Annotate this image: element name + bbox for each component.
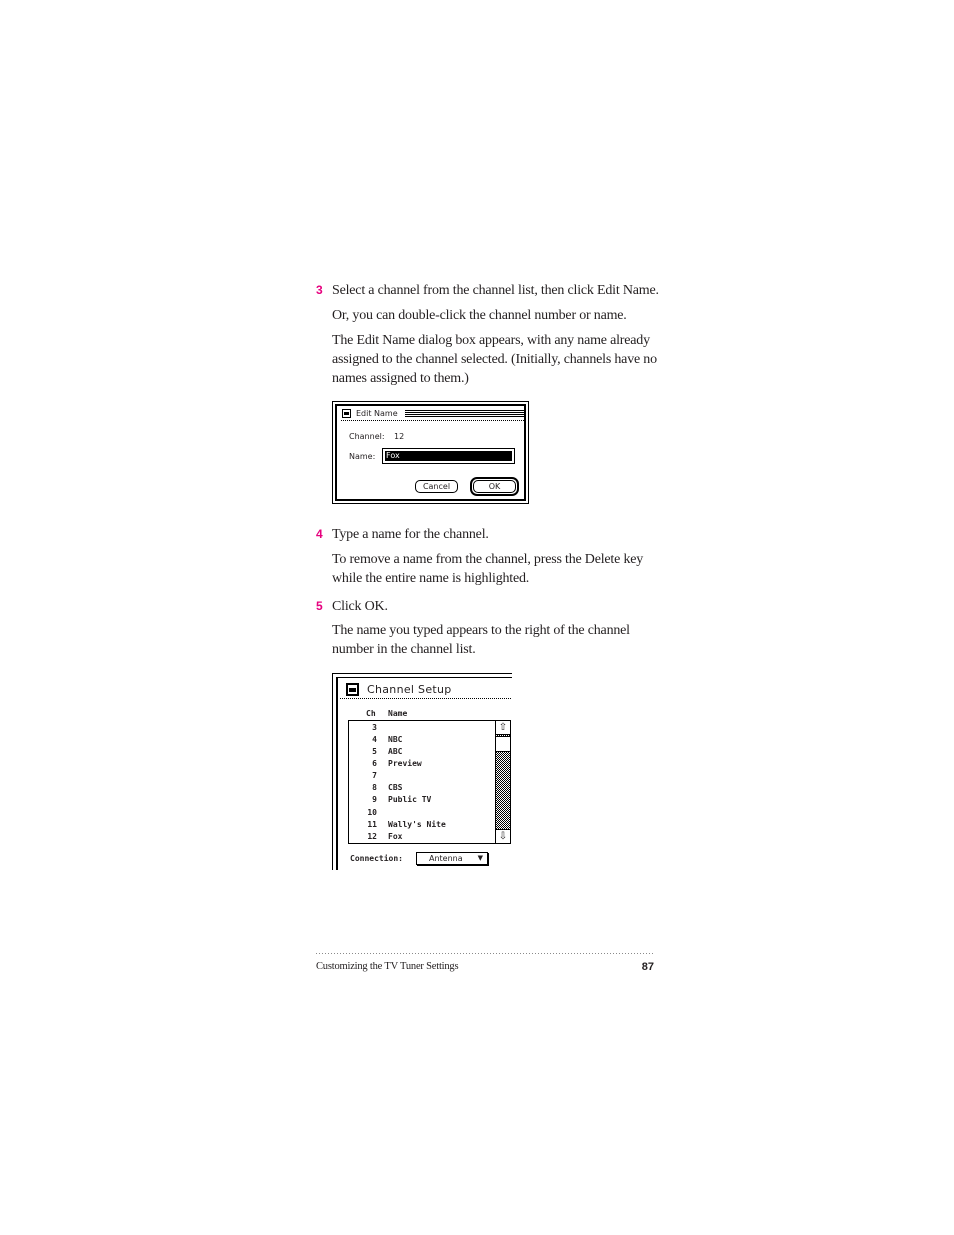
channel-value: 12 bbox=[394, 432, 405, 441]
step-4-text: Type a name for the channel. bbox=[332, 527, 489, 542]
window-title: Channel Setup bbox=[367, 683, 452, 696]
step-5-note-1: The name you typed appears to the right of the channel number in the channel list. bbox=[332, 623, 630, 657]
channel-list[interactable] bbox=[348, 720, 511, 844]
channel-name: Fox bbox=[388, 832, 403, 841]
step-number-3: 3 bbox=[316, 283, 323, 297]
channel-label: Channel: bbox=[349, 432, 385, 441]
channel-name: CBS bbox=[388, 783, 403, 792]
channel-setup-window bbox=[332, 673, 512, 870]
channel-number: 3 bbox=[372, 723, 377, 732]
list-item[interactable] bbox=[349, 831, 495, 843]
step-3-note-2: The Edit Name dialog box appears, with any name already assigned to the channel selected. (Initially, channels have no names assigned to them.) bbox=[332, 333, 657, 386]
ok-button[interactable]: OK bbox=[473, 480, 516, 493]
channel-number: 12 bbox=[367, 832, 377, 841]
channel-number: 6 bbox=[372, 759, 377, 768]
window-inner-top bbox=[336, 677, 512, 678]
step-3-note-1: Or, you can double-click the channel number or name. bbox=[332, 308, 627, 323]
channel-name: Preview bbox=[388, 759, 422, 768]
footer-rule bbox=[316, 953, 654, 954]
close-box-icon[interactable] bbox=[342, 409, 351, 418]
popup-triangle-icon: ▼ bbox=[477, 854, 483, 862]
column-header-name: Name bbox=[388, 709, 408, 718]
step-number-4: 4 bbox=[316, 527, 323, 541]
title-bar-stripes bbox=[405, 410, 526, 417]
column-header-ch: Ch bbox=[366, 709, 376, 718]
name-input[interactable] bbox=[382, 448, 515, 464]
channel-name: ABC bbox=[388, 747, 403, 756]
window-outer-top bbox=[332, 673, 512, 674]
window-inner-left bbox=[336, 677, 338, 870]
page-number: 87 bbox=[641, 961, 654, 973]
close-box-icon[interactable] bbox=[346, 683, 359, 696]
channel-number: 5 bbox=[372, 747, 377, 756]
scroll-up-arrow-icon[interactable]: ⇧ bbox=[496, 721, 510, 735]
title-divider bbox=[341, 420, 526, 421]
dialog-title: Edit Name bbox=[356, 409, 398, 418]
list-item[interactable] bbox=[349, 722, 495, 734]
list-item[interactable] bbox=[349, 734, 495, 746]
scroll-down-arrow-icon[interactable]: ⇩ bbox=[496, 829, 510, 843]
title-divider bbox=[340, 698, 512, 699]
footer-section-title: Customizing the TV Tuner Settings bbox=[316, 961, 459, 972]
list-item[interactable] bbox=[349, 758, 495, 770]
connection-popup[interactable] bbox=[416, 852, 488, 865]
list-scrollbar[interactable] bbox=[495, 721, 510, 843]
step-4-note-1: To remove a name from the channel, press the Delete key while the entire name is highlighted. bbox=[332, 552, 644, 586]
cancel-button[interactable]: Cancel bbox=[415, 480, 458, 493]
step-5-text: Click OK. bbox=[332, 599, 388, 614]
channel-number: 7 bbox=[372, 771, 377, 780]
channel-number: 8 bbox=[372, 783, 377, 792]
connection-label: Connection: bbox=[350, 854, 403, 863]
list-item[interactable] bbox=[349, 782, 495, 794]
list-item[interactable] bbox=[349, 819, 495, 831]
list-item[interactable] bbox=[349, 807, 495, 819]
channel-number: 4 bbox=[372, 735, 377, 744]
channel-name: Wally's Nite bbox=[388, 820, 446, 829]
channel-name: Public TV bbox=[388, 795, 432, 804]
list-item[interactable] bbox=[349, 794, 495, 806]
list-item[interactable] bbox=[349, 770, 495, 782]
list-item[interactable] bbox=[349, 746, 495, 758]
step-3-text: Select a channel from the channel list, then click Edit Name. bbox=[332, 283, 659, 298]
channel-number: 10 bbox=[367, 808, 377, 817]
connection-value: Antenna bbox=[429, 854, 463, 863]
window-outer-left bbox=[332, 673, 333, 870]
name-input-selection: Fox bbox=[385, 451, 512, 461]
scroll-thumb[interactable] bbox=[496, 736, 510, 752]
edit-name-dialog bbox=[332, 401, 529, 504]
name-label: Name: bbox=[349, 452, 376, 461]
step-number-5: 5 bbox=[316, 599, 323, 613]
channel-number: 9 bbox=[372, 795, 377, 804]
channel-number: 11 bbox=[367, 820, 377, 829]
channel-name: NBC bbox=[388, 735, 403, 744]
